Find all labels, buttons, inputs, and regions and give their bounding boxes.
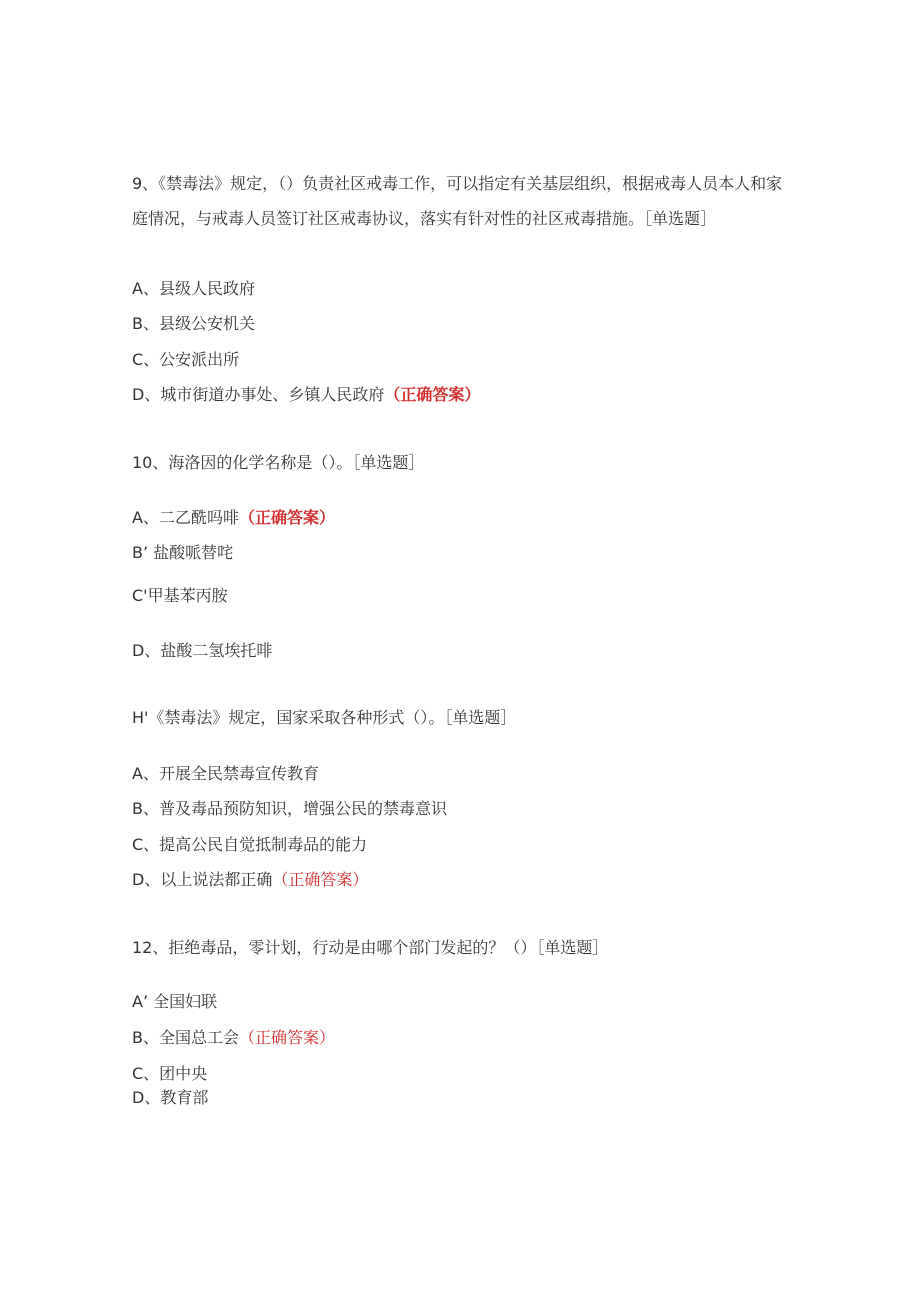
question-12-option-b — [132, 1028, 335, 1048]
question-9-option-c: C、公安派出所 — [132, 350, 240, 369]
question-11-option-d-text: D、以上说法都正确 — [132, 870, 273, 889]
question-11-option-a: A、开展全民禁毒宣传教育 — [132, 764, 319, 783]
question-10-option-b: B’ 盐酸哌替咤 — [132, 543, 234, 562]
question-11-option-d — [132, 870, 368, 890]
question-9-option-a: A、县级人民政府 — [132, 279, 255, 298]
question-9-stem: 9、《禁毒法》规定，（）负责社区戒毒工作，可以指定有关基层组织，根据戒毒人员本人和家庭情况，与戒毒人员签订社区戒毒协议，落实有针对性的社区戒毒措施。［单选题］ — [132, 174, 783, 228]
correct-answer-tag: （正确答案） — [238, 508, 335, 527]
question-10-option-a — [132, 508, 335, 528]
question-12-option-a: A’ 全国妇联 — [132, 992, 218, 1011]
question-12-stem: 12、拒绝毒品，零计划，行动是由哪个部门发起的？（）［单选题］ — [132, 938, 609, 957]
correct-answer-tag: （正确答案） — [238, 1028, 335, 1047]
question-12-option-c: C、团中央 — [132, 1064, 208, 1083]
question-9-option-b: B、县级公安机关 — [132, 314, 255, 333]
question-12-option-d: D、教育部 — [132, 1088, 209, 1107]
question-11-option-b: B、普及毒品预防知识，增强公民的禁毒意识 — [132, 799, 447, 818]
question-9-option-d — [132, 385, 480, 405]
correct-answer-tag: （正确答案） — [272, 870, 369, 889]
question-10-option-c: C'甲基苯丙胺 — [132, 586, 228, 605]
question-10-option-a-text: A、二乙酰吗啡 — [132, 508, 239, 527]
question-9-option-d-text: D、城市街道办事处、乡镇人民政府 — [132, 385, 385, 404]
question-10-option-d: D、盐酸二氢埃托啡 — [132, 641, 273, 660]
question-12-option-b-text: B、全国总工会 — [132, 1028, 239, 1047]
question-11-option-c: C、提高公民自觉抵制毒品的能力 — [132, 835, 368, 854]
question-11-stem: H'《禁毒法》规定，国家采取各种形式（）。［单选题］ — [132, 708, 517, 727]
question-10-stem: 10、海洛因的化学名称是（）。［单选题］ — [132, 453, 425, 472]
correct-answer-tag: （正确答案） — [384, 385, 481, 404]
